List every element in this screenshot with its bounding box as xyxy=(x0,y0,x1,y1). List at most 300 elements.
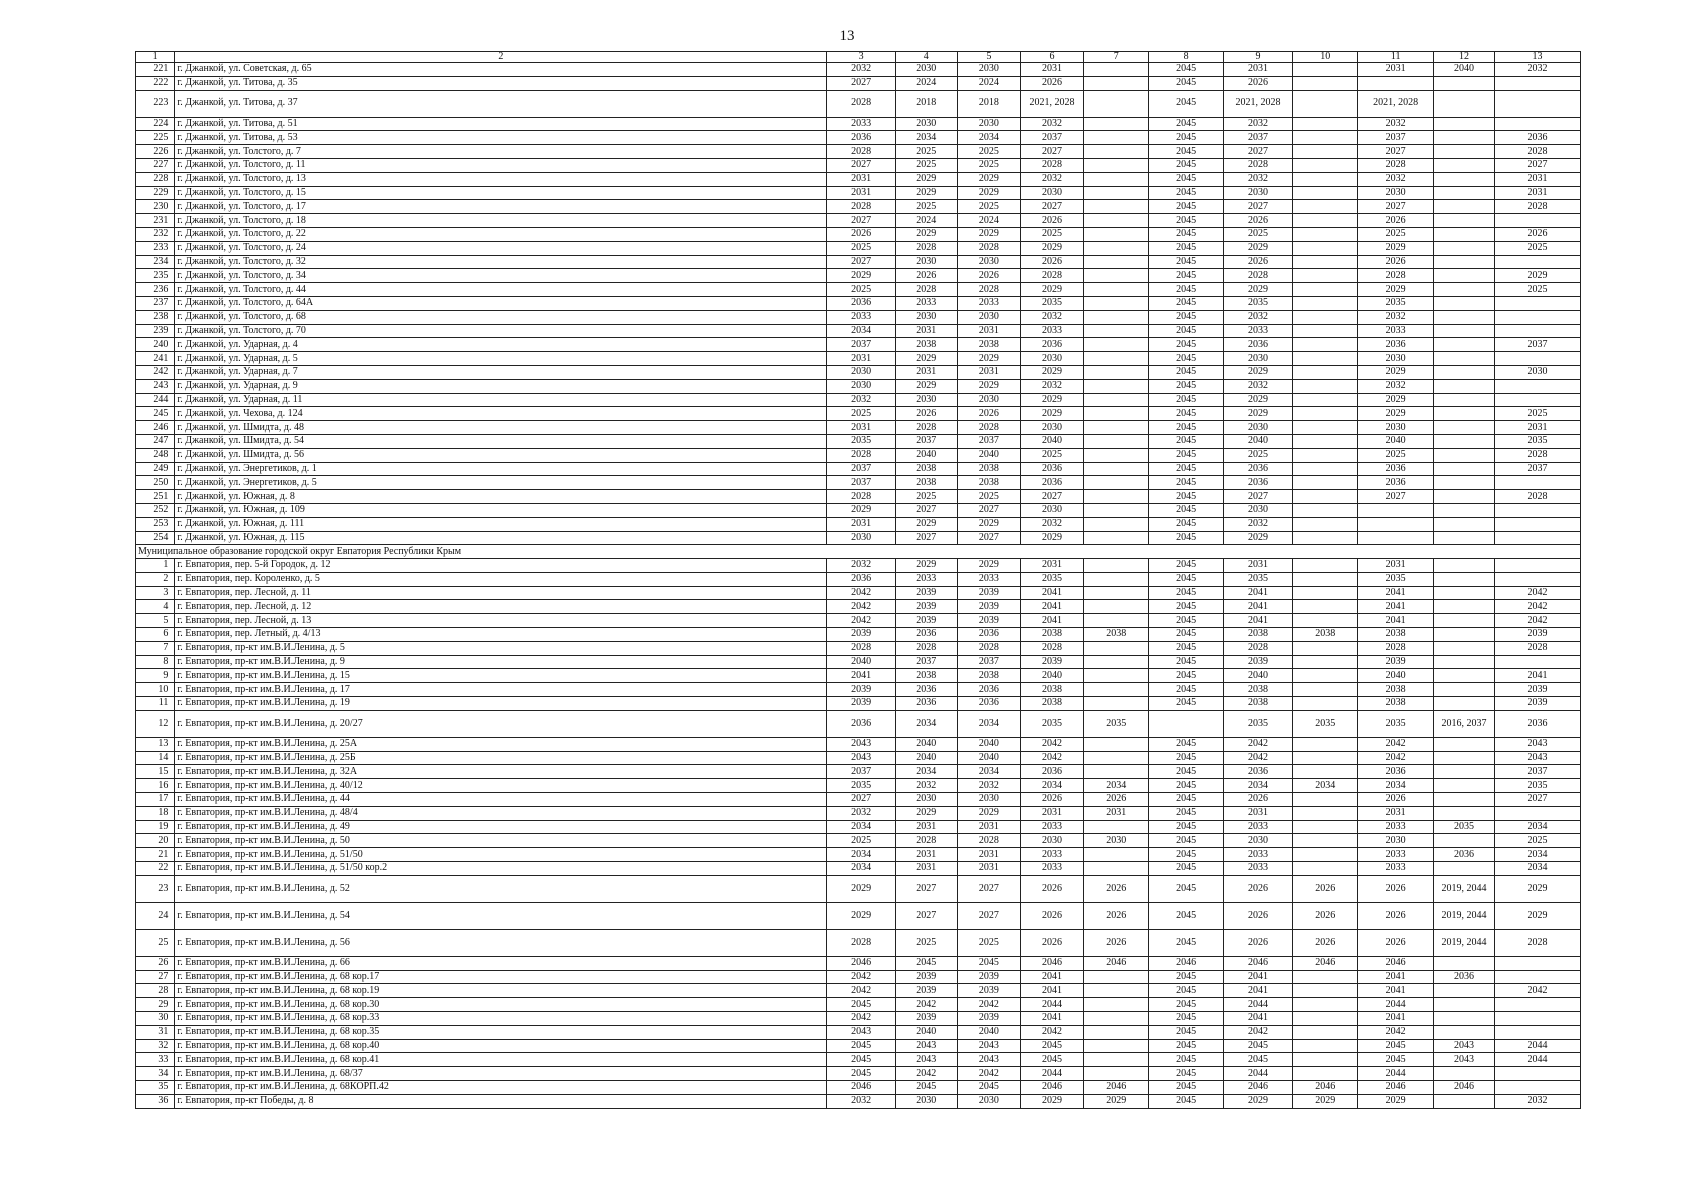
year-cell: 2045 xyxy=(1149,531,1224,545)
year-cell xyxy=(1084,296,1149,310)
year-cell: 2030 xyxy=(895,793,957,807)
year-cell: 2039 xyxy=(895,970,957,984)
year-cell: 2045 xyxy=(1149,614,1224,628)
year-cell: 2025 xyxy=(957,158,1020,172)
year-cell: 2037 xyxy=(895,434,957,448)
row-number: 244 xyxy=(136,393,175,407)
year-cell xyxy=(1293,269,1358,283)
year-cell: 2025 xyxy=(895,145,957,159)
year-cell xyxy=(1293,559,1358,573)
year-cell: 2035 xyxy=(1020,572,1083,586)
year-cell: 2027 xyxy=(1223,200,1292,214)
year-cell: 2026 xyxy=(957,407,1020,421)
table-row xyxy=(136,517,1581,531)
row-number: 236 xyxy=(136,283,175,297)
table-row xyxy=(136,296,1581,310)
year-cell: 2036 xyxy=(827,296,895,310)
year-cell xyxy=(1495,296,1581,310)
year-cell: 2030 xyxy=(957,1094,1020,1108)
year-cell: 2028 xyxy=(895,241,957,255)
year-cell: 2045 xyxy=(1149,186,1224,200)
year-cell: 2029 xyxy=(1223,531,1292,545)
year-cell: 2030 xyxy=(1223,503,1292,517)
year-cell xyxy=(1293,1025,1358,1039)
year-cell: 2030 xyxy=(1223,352,1292,366)
year-cell xyxy=(1495,76,1581,90)
year-cell: 2033 xyxy=(1358,848,1434,862)
year-cell: 2028 xyxy=(827,490,895,504)
table-row xyxy=(136,820,1581,834)
table-row xyxy=(136,531,1581,545)
year-cell: 2026 xyxy=(1358,875,1434,902)
year-cell: 2029 xyxy=(957,227,1020,241)
year-cell: 2031 xyxy=(895,848,957,862)
year-cell: 2034 xyxy=(1495,820,1581,834)
address-cell: г. Джанкой, ул. Ударная, д. 5 xyxy=(175,352,827,366)
year-cell: 2031 xyxy=(957,848,1020,862)
year-cell: 2030 xyxy=(957,793,1020,807)
year-cell: 2025 xyxy=(895,490,957,504)
table-row xyxy=(136,227,1581,241)
year-cell xyxy=(1293,1039,1358,1053)
year-cell: 2045 xyxy=(1149,929,1224,956)
year-cell xyxy=(1433,669,1494,683)
year-cell xyxy=(1433,352,1494,366)
year-cell xyxy=(1495,352,1581,366)
year-cell: 2031 xyxy=(1495,186,1581,200)
year-cell: 2045 xyxy=(1149,902,1224,929)
year-cell: 2033 xyxy=(1223,324,1292,338)
year-cell xyxy=(1084,586,1149,600)
year-cell: 2038 xyxy=(957,338,1020,352)
row-number: 18 xyxy=(136,806,175,820)
table-row xyxy=(136,862,1581,876)
year-cell xyxy=(1433,1012,1494,1026)
year-cell xyxy=(1495,1012,1581,1026)
year-cell: 2030 xyxy=(1358,421,1434,435)
year-cell xyxy=(1084,448,1149,462)
year-cell xyxy=(1495,476,1581,490)
year-cell: 2028 xyxy=(1495,641,1581,655)
year-cell: 2045 xyxy=(1223,1039,1292,1053)
year-cell: 2028 xyxy=(827,145,895,159)
year-cell: 2036 xyxy=(895,628,957,642)
year-cell: 2038 xyxy=(957,669,1020,683)
year-cell xyxy=(1293,655,1358,669)
address-cell: г. Джанкой, ул. Толстого, д. 32 xyxy=(175,255,827,269)
year-cell: 2030 xyxy=(1084,834,1149,848)
year-cell: 2027 xyxy=(1020,200,1083,214)
year-cell xyxy=(1433,751,1494,765)
column-header: 5 xyxy=(957,52,1020,63)
year-cell: 2045 xyxy=(1149,1067,1224,1081)
year-cell: 2045 xyxy=(1149,875,1224,902)
year-cell: 2041 xyxy=(1020,1012,1083,1026)
table-row xyxy=(136,255,1581,269)
row-number: 246 xyxy=(136,421,175,435)
year-cell xyxy=(1433,158,1494,172)
year-cell xyxy=(1293,848,1358,862)
year-cell xyxy=(1433,186,1494,200)
year-cell: 2031 xyxy=(957,862,1020,876)
year-cell: 2038 xyxy=(1358,697,1434,711)
table-row xyxy=(136,200,1581,214)
year-cell: 2029 xyxy=(827,269,895,283)
year-cell: 2034 xyxy=(1223,779,1292,793)
year-cell: 2032 xyxy=(1020,117,1083,131)
year-cell xyxy=(1433,779,1494,793)
year-cell: 2042 xyxy=(1223,737,1292,751)
address-cell: г. Джанкой, ул. Толстого, д. 7 xyxy=(175,145,827,159)
year-cell: 2039 xyxy=(957,970,1020,984)
year-cell: 2032 xyxy=(895,779,957,793)
year-cell: 2045 xyxy=(827,1039,895,1053)
table-row xyxy=(136,352,1581,366)
address-cell: г. Евпатория, пр-кт им.В.И.Ленина, д. 49 xyxy=(175,820,827,834)
row-number: 223 xyxy=(136,90,175,117)
year-cell: 2029 xyxy=(1223,393,1292,407)
table-row xyxy=(136,614,1581,628)
year-cell: 2032 xyxy=(1020,172,1083,186)
row-number: 35 xyxy=(136,1081,175,1095)
year-cell: 2037 xyxy=(1495,462,1581,476)
year-cell xyxy=(1495,324,1581,338)
year-cell: 2018 xyxy=(895,90,957,117)
year-cell xyxy=(1084,751,1149,765)
year-cell: 2045 xyxy=(1149,448,1224,462)
table-row xyxy=(136,448,1581,462)
year-cell: 2043 xyxy=(895,1053,957,1067)
row-number: 237 xyxy=(136,296,175,310)
year-cell xyxy=(1358,76,1434,90)
year-cell xyxy=(1084,1025,1149,1039)
table-row xyxy=(136,970,1581,984)
row-number: 238 xyxy=(136,310,175,324)
year-cell: 2027 xyxy=(895,503,957,517)
year-cell xyxy=(1084,737,1149,751)
row-number: 233 xyxy=(136,241,175,255)
year-cell: 2027 xyxy=(827,214,895,228)
year-cell: 2024 xyxy=(957,214,1020,228)
year-cell: 2027 xyxy=(895,902,957,929)
address-cell: г. Джанкой, ул. Толстого, д. 22 xyxy=(175,227,827,241)
year-cell: 2031 xyxy=(1223,559,1292,573)
year-cell: 2044 xyxy=(1495,1039,1581,1053)
year-cell: 2016, 2037 xyxy=(1433,710,1494,737)
year-cell: 2040 xyxy=(1223,669,1292,683)
year-cell: 2040 xyxy=(1358,669,1434,683)
year-cell: 2045 xyxy=(1149,559,1224,573)
year-cell: 2031 xyxy=(1495,172,1581,186)
year-cell: 2035 xyxy=(1084,710,1149,737)
year-cell: 2026 xyxy=(1358,793,1434,807)
row-number: 33 xyxy=(136,1053,175,1067)
year-cell: 2045 xyxy=(1149,90,1224,117)
year-cell: 2029 xyxy=(895,186,957,200)
year-cell: 2034 xyxy=(1495,862,1581,876)
address-cell: г. Евпатория, пр-кт им.В.И.Ленина, д. 68 кор.33 xyxy=(175,1012,827,1026)
row-number: 6 xyxy=(136,628,175,642)
year-cell: 2042 xyxy=(827,1012,895,1026)
address-cell: г. Джанкой, ул. Толстого, д. 70 xyxy=(175,324,827,338)
year-cell xyxy=(1433,76,1494,90)
year-cell: 2045 xyxy=(1149,862,1224,876)
year-cell: 2038 xyxy=(1223,628,1292,642)
column-header: 13 xyxy=(1495,52,1581,63)
table-row xyxy=(136,998,1581,1012)
year-cell: 2031 xyxy=(1020,806,1083,820)
year-cell: 2025 xyxy=(957,200,1020,214)
year-cell xyxy=(1084,214,1149,228)
year-cell xyxy=(1433,572,1494,586)
year-cell: 2046 xyxy=(1433,1081,1494,1095)
year-cell: 2033 xyxy=(895,572,957,586)
year-cell xyxy=(1293,669,1358,683)
year-cell: 2029 xyxy=(1223,241,1292,255)
year-cell xyxy=(1293,970,1358,984)
address-cell: г. Джанкой, ул. Энергетиков, д. 1 xyxy=(175,462,827,476)
address-cell: г. Евпатория, пр-кт им.В.И.Ленина, д. 19 xyxy=(175,697,827,711)
column-header: 1 xyxy=(136,52,175,63)
year-cell: 2040 xyxy=(957,751,1020,765)
address-cell: г. Евпатория, пр-кт им.В.И.Ленина, д. 25Б xyxy=(175,751,827,765)
year-cell: 2045 xyxy=(1149,131,1224,145)
year-cell: 2035 xyxy=(1223,296,1292,310)
year-cell: 2040 xyxy=(1358,434,1434,448)
year-cell xyxy=(1084,970,1149,984)
year-cell: 2046 xyxy=(1358,956,1434,970)
year-cell: 2038 xyxy=(1084,628,1149,642)
year-cell: 2025 xyxy=(1020,227,1083,241)
year-cell xyxy=(1084,324,1149,338)
table-row xyxy=(136,875,1581,902)
year-cell: 2045 xyxy=(1149,1039,1224,1053)
year-cell: 2035 xyxy=(1495,779,1581,793)
year-cell: 2036 xyxy=(1358,476,1434,490)
year-cell: 2045 xyxy=(1358,1053,1434,1067)
year-cell: 2028 xyxy=(827,929,895,956)
year-cell: 2035 xyxy=(1358,710,1434,737)
year-cell: 2027 xyxy=(957,875,1020,902)
year-cell: 2026 xyxy=(1084,793,1149,807)
year-cell xyxy=(1084,241,1149,255)
year-cell xyxy=(1293,365,1358,379)
year-cell: 2030 xyxy=(957,310,1020,324)
year-cell: 2026 xyxy=(1358,929,1434,956)
year-cell: 2036 xyxy=(827,572,895,586)
year-cell: 2045 xyxy=(1149,834,1224,848)
year-cell: 2026 xyxy=(1223,929,1292,956)
year-cell: 2045 xyxy=(1149,848,1224,862)
year-cell: 2042 xyxy=(1495,600,1581,614)
row-number: 247 xyxy=(136,434,175,448)
year-cell: 2042 xyxy=(1495,614,1581,628)
row-number: 19 xyxy=(136,820,175,834)
year-cell: 2045 xyxy=(1149,683,1224,697)
year-cell xyxy=(1433,984,1494,998)
year-cell xyxy=(1293,310,1358,324)
year-cell: 2027 xyxy=(827,158,895,172)
year-cell: 2029 xyxy=(957,379,1020,393)
row-number: 225 xyxy=(136,131,175,145)
year-cell: 2039 xyxy=(1495,697,1581,711)
row-number: 4 xyxy=(136,600,175,614)
year-cell: 2033 xyxy=(1020,324,1083,338)
year-cell: 2030 xyxy=(1223,834,1292,848)
year-cell xyxy=(1433,600,1494,614)
year-cell xyxy=(1084,559,1149,573)
year-cell: 2037 xyxy=(957,434,1020,448)
year-cell: 2045 xyxy=(1149,641,1224,655)
row-number: 254 xyxy=(136,531,175,545)
year-cell: 2039 xyxy=(1358,655,1434,669)
year-cell: 2031 xyxy=(1223,63,1292,77)
year-cell: 2034 xyxy=(1020,779,1083,793)
year-cell xyxy=(1084,200,1149,214)
year-cell xyxy=(1084,255,1149,269)
table-row xyxy=(136,393,1581,407)
year-cell xyxy=(1149,710,1224,737)
year-cell: 2034 xyxy=(827,848,895,862)
year-cell: 2046 xyxy=(1084,1081,1149,1095)
year-cell xyxy=(1293,76,1358,90)
year-cell xyxy=(1293,1012,1358,1026)
row-number: 10 xyxy=(136,683,175,697)
year-cell: 2025 xyxy=(1495,834,1581,848)
year-cell xyxy=(1084,655,1149,669)
year-cell: 2035 xyxy=(827,779,895,793)
year-cell: 2039 xyxy=(1495,683,1581,697)
year-cell: 2046 xyxy=(1084,956,1149,970)
year-cell: 2030 xyxy=(957,393,1020,407)
row-number: 227 xyxy=(136,158,175,172)
address-cell: г. Евпатория, пр-кт им.В.И.Ленина, д. 20/27 xyxy=(175,710,827,737)
row-number: 20 xyxy=(136,834,175,848)
year-cell: 2045 xyxy=(1149,655,1224,669)
year-cell: 2029 xyxy=(895,559,957,573)
table-row xyxy=(136,984,1581,998)
year-cell: 2039 xyxy=(957,1012,1020,1026)
year-cell xyxy=(1293,862,1358,876)
year-cell: 2045 xyxy=(1149,214,1224,228)
year-cell: 2037 xyxy=(827,338,895,352)
year-cell: 2025 xyxy=(1495,283,1581,297)
year-cell: 2028 xyxy=(1358,641,1434,655)
year-cell xyxy=(1433,214,1494,228)
year-cell: 2027 xyxy=(957,531,1020,545)
year-cell xyxy=(1293,255,1358,269)
year-cell xyxy=(1495,806,1581,820)
data-table xyxy=(135,51,1581,1109)
table-row xyxy=(136,697,1581,711)
year-cell: 2036 xyxy=(895,697,957,711)
year-cell: 2045 xyxy=(1149,365,1224,379)
address-cell: г. Евпатория, пер. Короленко, д. 5 xyxy=(175,572,827,586)
year-cell xyxy=(1293,145,1358,159)
year-cell: 2029 xyxy=(957,186,1020,200)
year-cell: 2042 xyxy=(827,600,895,614)
table-row xyxy=(136,1039,1581,1053)
row-number: 36 xyxy=(136,1094,175,1108)
table-row xyxy=(136,214,1581,228)
row-number: 15 xyxy=(136,765,175,779)
year-cell: 2028 xyxy=(1223,158,1292,172)
year-cell: 2034 xyxy=(895,765,957,779)
year-cell: 2033 xyxy=(1223,820,1292,834)
year-cell: 2032 xyxy=(957,779,1020,793)
year-cell: 2042 xyxy=(1020,751,1083,765)
year-cell xyxy=(1358,517,1434,531)
year-cell: 2021, 2028 xyxy=(1358,90,1434,117)
year-cell: 2025 xyxy=(957,929,1020,956)
address-cell: г. Джанкой, ул. Ударная, д. 11 xyxy=(175,393,827,407)
year-cell: 2046 xyxy=(1223,956,1292,970)
year-cell: 2025 xyxy=(827,241,895,255)
year-cell xyxy=(1433,559,1494,573)
year-cell: 2027 xyxy=(1358,145,1434,159)
year-cell: 2046 xyxy=(1149,956,1224,970)
row-number: 221 xyxy=(136,63,175,77)
address-cell: г. Евпатория, пр-кт им.В.И.Ленина, д. 48/4 xyxy=(175,806,827,820)
year-cell: 2045 xyxy=(1149,421,1224,435)
year-cell: 2029 xyxy=(827,503,895,517)
year-cell: 2030 xyxy=(895,255,957,269)
year-cell: 2035 xyxy=(1293,710,1358,737)
year-cell xyxy=(1495,572,1581,586)
address-cell: г. Евпатория, пр-кт им.В.И.Ленина, д. 17 xyxy=(175,683,827,697)
year-cell: 2045 xyxy=(1149,158,1224,172)
year-cell xyxy=(1084,531,1149,545)
year-cell: 2032 xyxy=(827,63,895,77)
year-cell xyxy=(1084,131,1149,145)
year-cell: 2045 xyxy=(1149,697,1224,711)
year-cell: 2033 xyxy=(1020,862,1083,876)
year-cell: 2044 xyxy=(1358,998,1434,1012)
year-cell: 2042 xyxy=(957,998,1020,1012)
year-cell xyxy=(1293,984,1358,998)
year-cell xyxy=(1433,490,1494,504)
year-cell: 2042 xyxy=(1358,1025,1434,1039)
year-cell xyxy=(1293,214,1358,228)
year-cell: 2029 xyxy=(1358,393,1434,407)
year-cell: 2028 xyxy=(1020,641,1083,655)
address-cell: г. Евпатория, пр-кт им.В.И.Ленина, д. 54 xyxy=(175,902,827,929)
year-cell xyxy=(1495,531,1581,545)
row-number: 11 xyxy=(136,697,175,711)
year-cell xyxy=(1433,476,1494,490)
row-number: 231 xyxy=(136,214,175,228)
year-cell: 2030 xyxy=(827,365,895,379)
year-cell: 2031 xyxy=(827,421,895,435)
year-cell xyxy=(1084,379,1149,393)
year-cell: 2031 xyxy=(895,365,957,379)
year-cell: 2035 xyxy=(827,434,895,448)
year-cell: 2041 xyxy=(1223,600,1292,614)
year-cell xyxy=(1433,614,1494,628)
year-cell: 2028 xyxy=(957,283,1020,297)
table-row xyxy=(136,90,1581,117)
year-cell: 2045 xyxy=(1149,200,1224,214)
year-cell: 2045 xyxy=(1149,407,1224,421)
year-cell: 2028 xyxy=(957,834,1020,848)
row-number: 32 xyxy=(136,1039,175,1053)
year-cell: 2026 xyxy=(1223,793,1292,807)
year-cell: 2027 xyxy=(1358,200,1434,214)
year-cell: 2032 xyxy=(1223,117,1292,131)
year-cell: 2045 xyxy=(1149,352,1224,366)
year-cell xyxy=(1084,641,1149,655)
year-cell: 2039 xyxy=(957,984,1020,998)
